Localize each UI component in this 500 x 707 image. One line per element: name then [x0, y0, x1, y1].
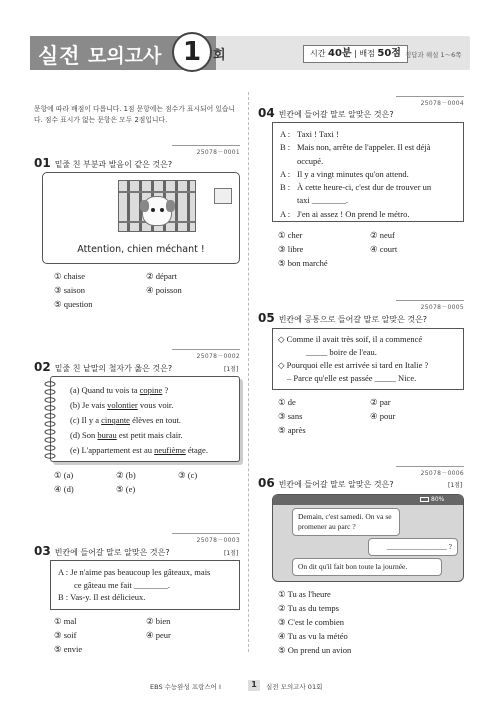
battery-level: 80%	[420, 496, 444, 503]
q02-option-2[interactable]: ② (b)	[116, 470, 136, 480]
column-divider	[248, 92, 249, 652]
q04-option-5[interactable]: ⑤ bon marché	[278, 258, 328, 268]
q02-options	[54, 470, 234, 498]
q05-option-4[interactable]: ④ pour	[370, 411, 396, 421]
q02-option-4[interactable]: ④ (d)	[54, 484, 74, 494]
time-value: 40분	[328, 48, 352, 59]
q06-option-3[interactable]: ③ C'est le combien	[278, 617, 345, 627]
q02-sentence-c: (c) Il y a cinqante élèves en tout.	[70, 415, 181, 425]
q03-option-1[interactable]: ① mal	[54, 616, 77, 626]
q06-option-1[interactable]: ① Tu as l'heure	[278, 589, 331, 599]
q03-number: 03	[34, 544, 51, 558]
q01-code: 25078－0001	[172, 145, 240, 156]
q04-option-2[interactable]: ② neuf	[370, 230, 395, 240]
q01-options	[54, 271, 234, 311]
q03-option-5[interactable]: ⑤ envie	[54, 644, 83, 654]
q02-number: 02	[34, 360, 51, 374]
q03-question: 빈칸에 들어갈 말로 알맞은 것은?	[54, 548, 170, 557]
q02-heading	[34, 360, 172, 374]
q03-option-3[interactable]: ③ soif	[54, 630, 77, 640]
q04-option-3[interactable]: ③ libre	[278, 244, 304, 254]
q02-sentence-e: (e) L'appartement est au neufième étage.	[70, 445, 208, 455]
warning-sign-icon	[214, 188, 232, 204]
q01-caption: Attention, chien méchant !	[77, 244, 205, 255]
q01-option-1[interactable]: ① chaise	[54, 271, 85, 281]
q01-heading	[34, 156, 172, 170]
q05-option-2[interactable]: ② par	[370, 397, 391, 407]
q04-option-4[interactable]: ④ court	[370, 244, 398, 254]
q05-heading	[258, 311, 427, 325]
q01-option-4[interactable]: ④ poisson	[146, 285, 182, 295]
page-number: 1	[248, 680, 260, 691]
footer-book-title: EBS 수능완성 프랑스어 Ⅰ	[150, 683, 221, 691]
q03-heading	[34, 544, 170, 558]
q02-option-3[interactable]: ③ (c)	[178, 470, 198, 480]
header-prefix: 실전	[38, 44, 81, 68]
q02-points: [1점]	[224, 366, 239, 373]
q05-option-1[interactable]: ① de	[278, 397, 296, 407]
exam-number: 1	[182, 37, 202, 67]
q02-sentence-a: (a) Quand tu vois ta copine ?	[70, 385, 169, 395]
q01-option-2[interactable]: ② départ	[146, 271, 177, 281]
q03-option-2[interactable]: ② bien	[146, 616, 171, 626]
q02-option-5[interactable]: ⑤ (e)	[116, 484, 136, 494]
q04-option-1[interactable]: ① cher	[278, 230, 303, 240]
score-value: 50점	[377, 48, 401, 59]
spiral-binding	[44, 380, 56, 460]
q02-sentence-d: (d) Son burau est petit mais clair.	[70, 430, 183, 440]
q06-number: 06	[258, 476, 275, 490]
q02-sentence-b: (b) Je vais volontier vous voir.	[70, 400, 174, 410]
q05-sentences: ◇ Comme il avait très soif, il a commencé _____ boire de l'eau. ◇ Pourquoi elle est arrivée si tard en Italie ? – Parce qu'elle est passée _____ Nice.	[278, 334, 429, 383]
q03-options	[54, 616, 234, 656]
q03-points: [1점]	[224, 550, 239, 557]
q05-question: 빈칸에 공통으로 들어갈 말로 알맞은 것은?	[278, 315, 428, 324]
q04-code: 25078－0004	[396, 96, 464, 107]
q03-option-4[interactable]: ④ peur	[146, 630, 171, 640]
q06-option-5[interactable]: ⑤ On prend un avion	[278, 645, 352, 655]
time-label: 시간	[310, 49, 326, 58]
score-label: 배점	[359, 49, 375, 58]
exam-info: 시간 40분 | 배점 50점	[303, 45, 408, 63]
dog-icon	[142, 196, 172, 226]
q06-code: 25078－0006	[396, 466, 464, 477]
q05-options	[278, 397, 458, 437]
exam-number-suffix: 회	[213, 48, 226, 63]
battery-icon	[420, 497, 429, 502]
q03-dialog: A : Je n'aime pas beaucoup les gâteaux, mais ce gâteau me fait ________. B : Vas-y. Il est délicieux.	[58, 567, 211, 602]
chat-message-3: On dit qu'il fait bon toute la journée.	[292, 558, 442, 576]
q06-options	[278, 589, 458, 659]
q06-option-2[interactable]: ② Tu as du temps	[278, 603, 339, 613]
q04-number: 04	[258, 106, 275, 120]
q04-question: 빈칸에 들어갈 말로 알맞은 것은?	[278, 110, 394, 119]
q06-heading	[258, 476, 394, 490]
q05-option-3[interactable]: ③ sans	[278, 411, 303, 421]
chat-message-2: ________________ ?	[368, 538, 458, 556]
chat-message-1: Demain, c'est samedi. On va se promener au parc ?	[292, 508, 400, 536]
q01-number: 01	[34, 156, 51, 170]
q02-option-1[interactable]: ① (a)	[54, 470, 74, 480]
q01-option-5[interactable]: ⑤ question	[54, 299, 93, 309]
instructions: 문항에 따라 배점이 다릅니다. 1점 문항에는 점수가 표시되어 있습니다. 점수 표시가 없는 문항은 모두 2점입니다.	[34, 105, 236, 124]
q05-number: 05	[258, 311, 275, 325]
q01-question: 밑줄 친 부분과 발음이 같은 것은?	[54, 160, 173, 169]
q02-sentences	[70, 383, 208, 458]
q02-code: 25078－0002	[172, 349, 240, 360]
q04-options	[278, 230, 458, 270]
q02-question: 밑줄 친 낱말의 철자가 옳은 것은?	[54, 364, 173, 373]
page-title: 모의고사	[88, 45, 162, 67]
q04-dialog: A : Taxi ! Taxi ! B : Mais non, arrête de l'appeler. Il est déjà occupé. A : Il y a vingt minutes qu'on attend. B : À cette heure-ci, c'est dur de trouver un taxi ________. A : J'en ai assez ! On prend le métro.	[280, 129, 432, 219]
q04-heading	[258, 106, 394, 120]
q05-option-5[interactable]: ⑤ après	[278, 425, 306, 435]
q06-option-4[interactable]: ④ Tu as vu la météo	[278, 631, 348, 641]
solution-reference: 정답과 해설 1～6쪽	[405, 51, 462, 59]
q06-points: [1점]	[448, 482, 463, 489]
q05-code: 25078－0005	[396, 300, 464, 311]
q01-option-3[interactable]: ③ saison	[54, 285, 85, 295]
q03-code: 25078－0003	[172, 533, 240, 544]
footer-section: 실전 모의고사 01회	[266, 683, 323, 691]
q06-question: 빈칸에 들어갈 말로 알맞은 것은?	[278, 480, 394, 489]
